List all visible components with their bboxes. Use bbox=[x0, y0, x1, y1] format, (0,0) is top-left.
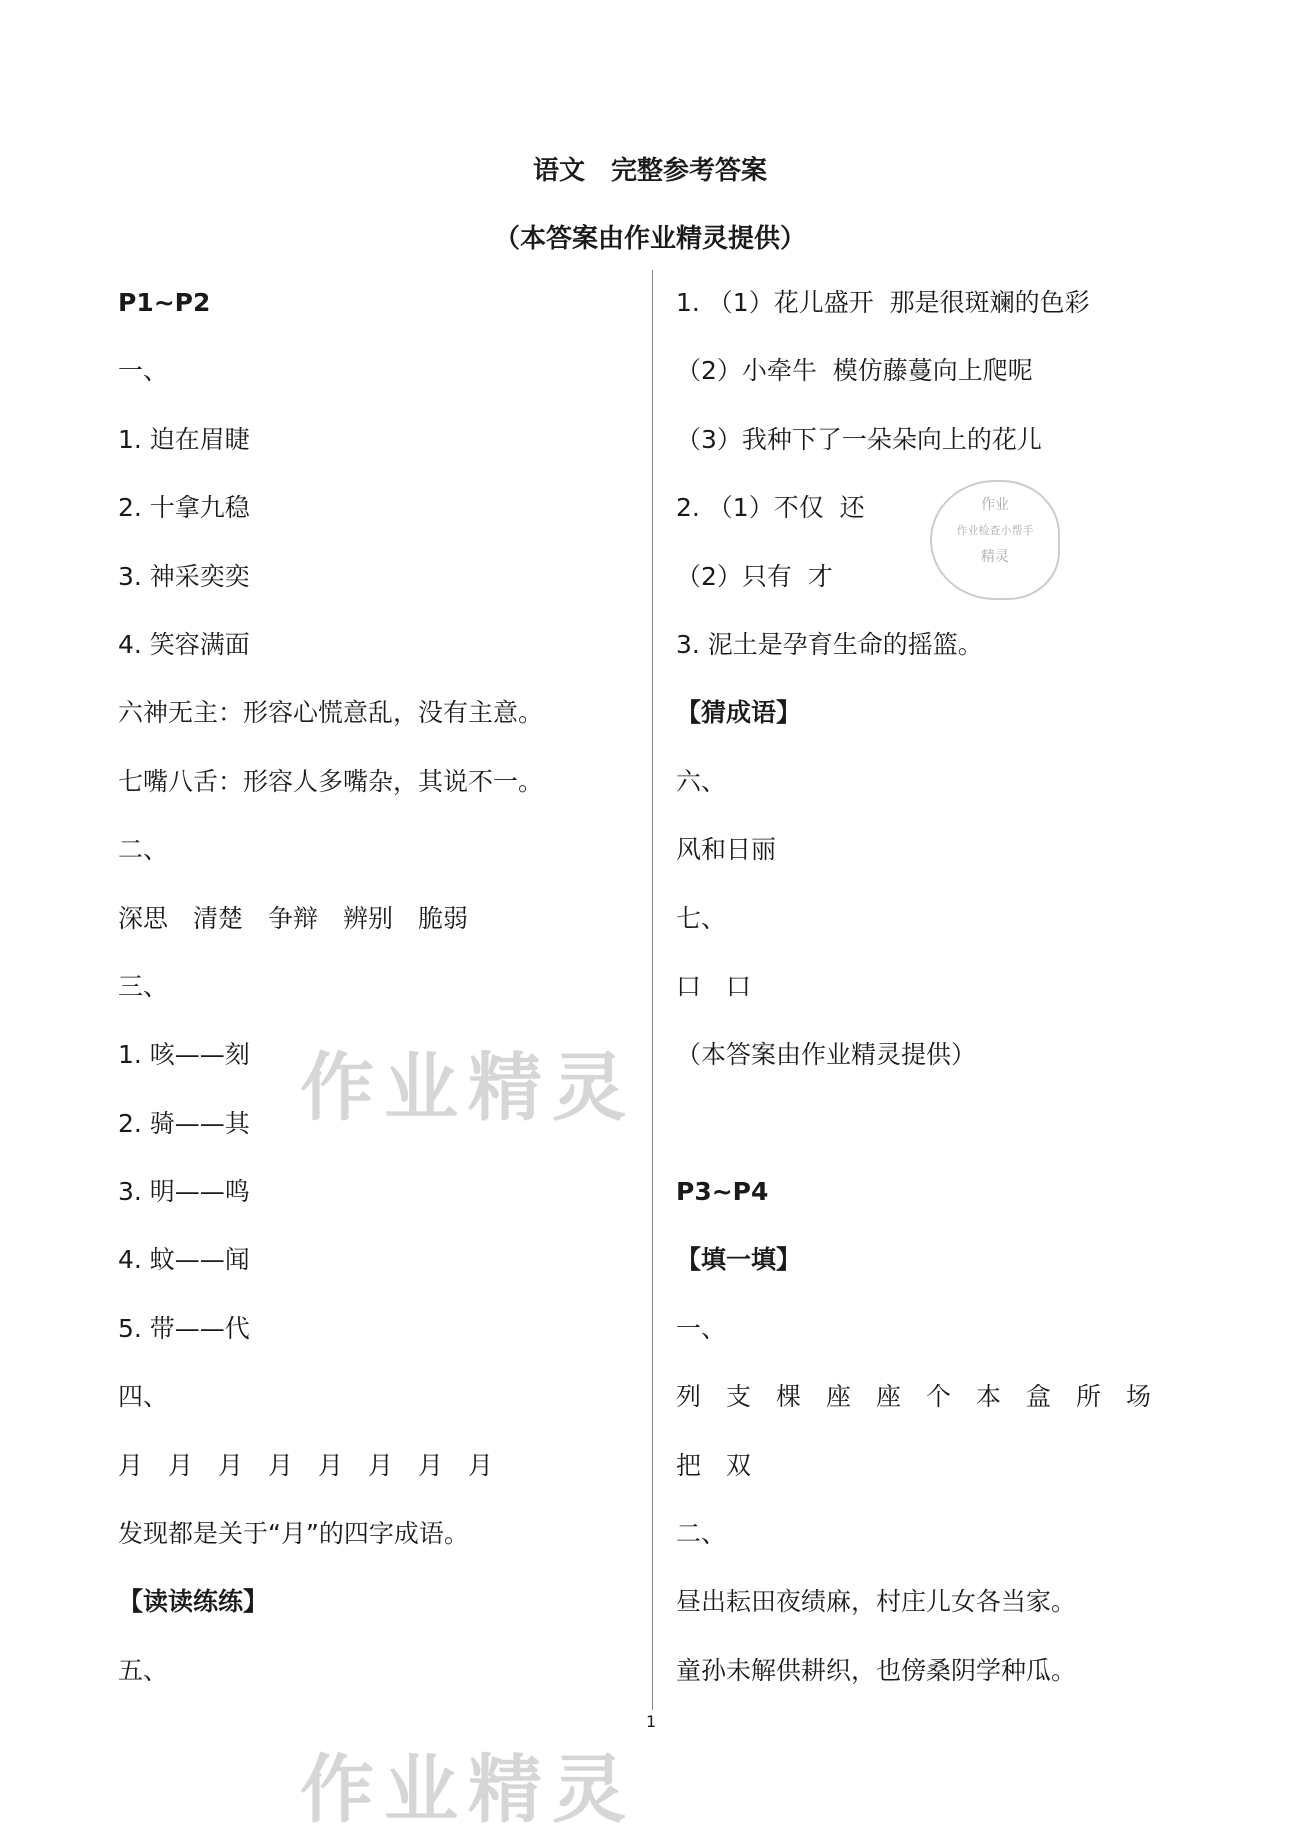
answer-line: 2. （1）不仅 还 bbox=[676, 493, 865, 523]
answer-line: 一、 bbox=[676, 1313, 727, 1343]
stamp-logo bbox=[930, 480, 1060, 600]
answer-line: 童孙未解供耕织，也傍桑阴学种瓜。 bbox=[676, 1655, 1077, 1685]
answer-line: （本答案由作业精灵提供） bbox=[676, 1040, 977, 1070]
right-column bbox=[676, 269, 1236, 1705]
answer-line: 七、 bbox=[676, 903, 727, 933]
answer-line: 3. 神采奕奕 bbox=[118, 561, 250, 591]
answer-line: （2）只有 才 bbox=[676, 561, 833, 591]
answer-line: 2. 十拿九稳 bbox=[118, 493, 250, 523]
section-heading: 【读读练练】 bbox=[118, 1587, 269, 1617]
watermark: 作业精灵 bbox=[300, 1747, 636, 1833]
section-heading: 【猜成语】 bbox=[676, 698, 802, 728]
answer-line: 三、 bbox=[118, 971, 169, 1001]
answer-line: 风和日丽 bbox=[676, 835, 777, 865]
answer-line: 1. 咳——刻 bbox=[118, 1040, 250, 1070]
column-divider bbox=[652, 270, 653, 1710]
answer-line: 3. 明——鸣 bbox=[118, 1177, 250, 1207]
answer-line: 二、 bbox=[118, 835, 169, 865]
answer-line: 六神无主：形容心慌意乱，没有主意。 bbox=[118, 698, 544, 728]
page-number: 1 bbox=[646, 1712, 657, 1731]
answer-line: 1. 迫在眉睫 bbox=[118, 424, 250, 454]
answer-line: 把 双 bbox=[676, 1450, 752, 1480]
answer-line: （2）小牵牛 模仿藤蔓向上爬呢 bbox=[676, 356, 1033, 386]
answer-line: 2. 骑——其 bbox=[118, 1108, 250, 1138]
section-heading: P1~P2 bbox=[118, 288, 211, 317]
answer-line: 昼出耘田夜绩麻，村庄儿女各当家。 bbox=[676, 1587, 1077, 1617]
answer-line: 1. （1）花儿盛开 那是很斑斓的色彩 bbox=[676, 288, 1090, 317]
answer-line: 七嘴八舌：形容人多嘴杂，其说不一。 bbox=[118, 766, 544, 796]
answer-line: 四、 bbox=[118, 1382, 169, 1412]
answer-line: 列 支 棵 座 座 个 本 盒 所 场 bbox=[676, 1382, 1152, 1412]
section-heading: P3~P4 bbox=[676, 1177, 769, 1207]
answer-line: 深思 清楚 争辩 辨别 脆弱 bbox=[118, 903, 469, 933]
answer-line: 二、 bbox=[676, 1519, 727, 1549]
left-column bbox=[118, 269, 678, 1705]
answer-line bbox=[676, 1090, 1236, 1158]
answer-line: 4. 笑容满面 bbox=[118, 629, 250, 659]
answer-line: 发现都是关于“月”的四字成语。 bbox=[118, 1519, 469, 1549]
section-heading: 【填一填】 bbox=[676, 1245, 802, 1275]
answer-line: 口 口 bbox=[676, 971, 752, 1001]
answer-line: 一、 bbox=[118, 356, 169, 386]
answer-line: 六、 bbox=[676, 766, 727, 796]
answer-line: 3. 泥土是孕育生命的摇篮。 bbox=[676, 629, 983, 659]
page-subtitle: （本答案由作业精灵提供） bbox=[493, 224, 806, 254]
stamp-text: 作业检查小帮手 bbox=[956, 524, 1034, 537]
answer-line: （3）我种下了一朵朵向上的花儿 bbox=[676, 424, 1042, 454]
page-title: 语文 完整参考答案 bbox=[532, 156, 767, 186]
answer-line: 4. 蚊——闻 bbox=[118, 1245, 250, 1275]
stamp-text: 精灵 bbox=[981, 549, 1009, 565]
answer-line: 五、 bbox=[118, 1655, 169, 1685]
stamp-text: 作业 bbox=[981, 497, 1009, 513]
answer-line: 月 月 月 月 月 月 月 月 bbox=[118, 1450, 494, 1480]
watermark: 作业精灵 bbox=[300, 1045, 636, 1131]
answer-line: 5. 带——代 bbox=[118, 1313, 250, 1343]
